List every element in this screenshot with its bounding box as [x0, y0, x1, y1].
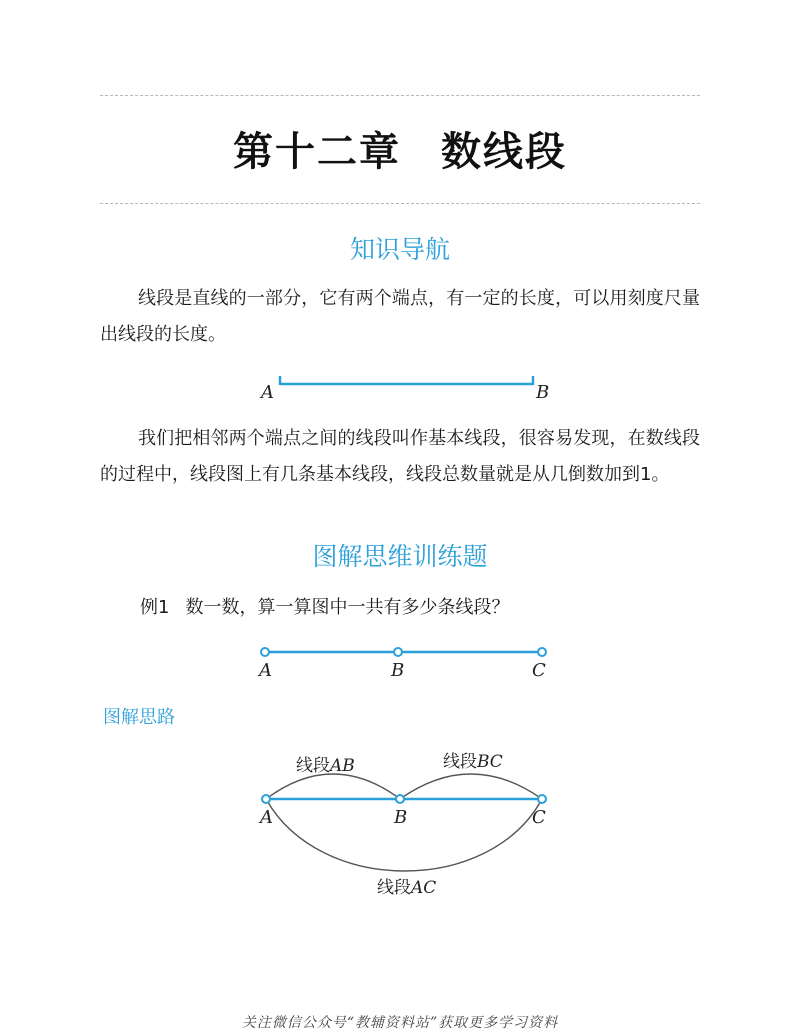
point-label-b: B — [394, 807, 408, 828]
point-c-dot — [538, 795, 546, 803]
section-heading-training: 图解思维训练题 — [312, 542, 488, 571]
arc-label-bc — [443, 752, 503, 772]
example-text: 数一数，算一算图中一共有多少条线段？ — [185, 597, 510, 618]
arc-ab — [266, 774, 400, 799]
arc-label-ab — [296, 756, 355, 776]
intro-paragraph: 线段是直线的一部分，它有两个端点，有一定的长度，可以用刻度尺量出线段的长度。 — [100, 288, 700, 345]
figure-segment-arcs — [250, 745, 570, 905]
point-label-a: A — [259, 660, 272, 681]
point-b-dot — [394, 648, 402, 656]
point-label-a: A — [260, 807, 273, 828]
footer-note: 关注微信公众号“教辅资料站”获取更多学习资料 — [241, 1015, 559, 1031]
top-divider — [100, 95, 700, 96]
example-label: 例1 — [140, 597, 170, 618]
title-divider — [100, 203, 700, 204]
arc-label-name: AC — [411, 878, 437, 898]
point-label-b: B — [536, 382, 550, 403]
point-a-dot — [262, 795, 270, 803]
arc-bc — [400, 774, 542, 799]
arc-label-name: BC — [477, 752, 503, 772]
arc-label-ac — [377, 878, 436, 898]
point-b-dot — [396, 795, 404, 803]
section-heading-knowledge: 知识导航 — [349, 235, 450, 264]
arc-label-prefix: 线段 — [296, 756, 330, 776]
point-label-b: B — [391, 660, 405, 681]
point-label-a: A — [261, 382, 274, 403]
point-label-c: C — [532, 807, 546, 828]
point-c-dot — [538, 648, 546, 656]
figure-segment-ab — [250, 370, 560, 406]
rule-paragraph: 我们把相邻两个端点之间的线段叫作基本线段，很容易发现，在数线段的过程中，线段图上有几条基本线段，线段总数量就是从几倒数加到1。 — [100, 428, 700, 485]
point-a-dot — [261, 648, 269, 656]
chapter-name: 数线段 — [441, 129, 567, 175]
example-question — [140, 593, 509, 619]
arc-label-prefix: 线段 — [377, 878, 411, 898]
chapter-number: 第十二章 — [233, 129, 401, 175]
arc-label-prefix: 线段 — [443, 752, 477, 772]
arc-label-name: AB — [330, 756, 355, 776]
diagram-heading: 图解思路 — [103, 707, 175, 728]
figure-segment-abc — [250, 640, 560, 684]
point-label-c: C — [532, 660, 546, 681]
chapter-title — [0, 120, 800, 177]
